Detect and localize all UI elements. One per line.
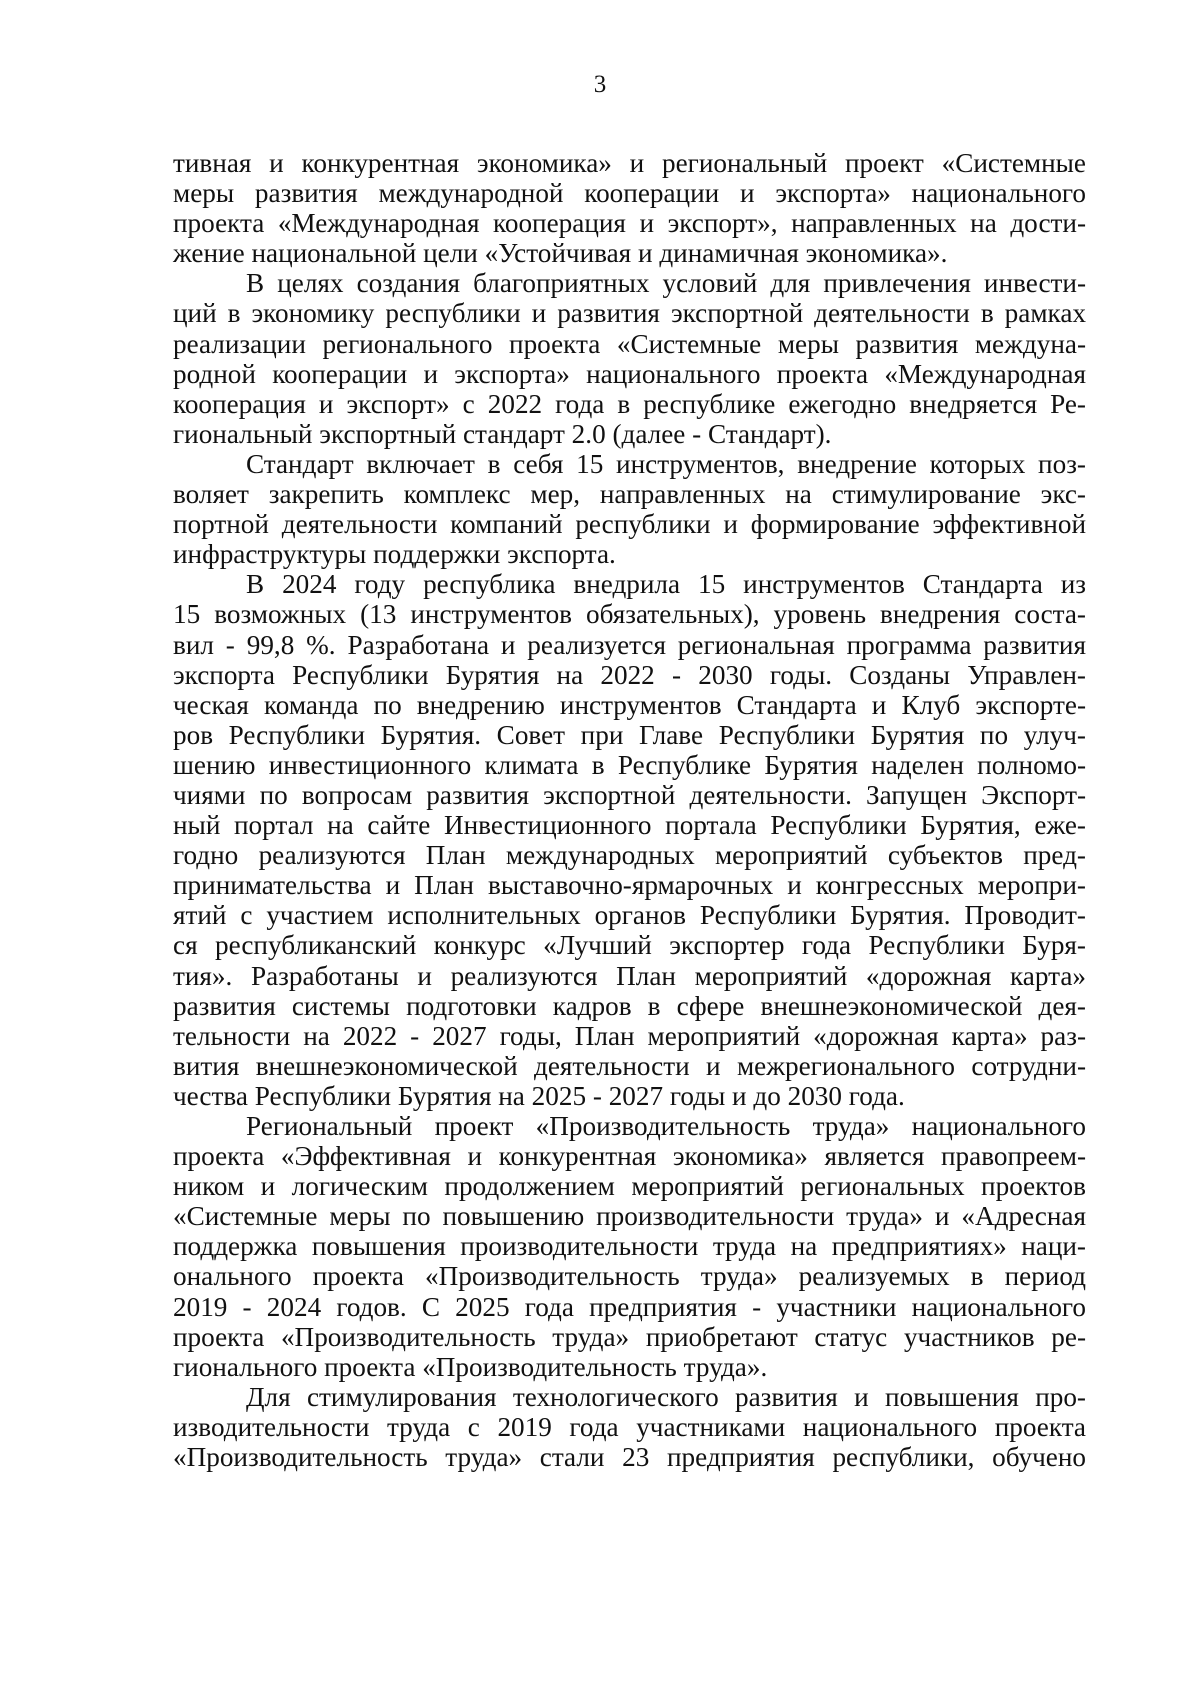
text-line: ческая команда по внедрению инструментов Стандарта и Клуб экспорте-: [173, 689, 1086, 720]
text-line: 2019 - 2024 годов. С 2025 года предприятия - участники национального: [173, 1291, 1086, 1322]
text-line: ный портал на сайте Инвестиционного портала Республики Бурятия, еже-: [173, 810, 1086, 841]
paragraph: [173, 449, 1086, 569]
text-line: принимательства и План выставочно-ярмарочных и конгрессных меропри-: [173, 870, 1086, 901]
text-line: ся республиканский конкурс «Лучший экспортер года Республики Буря-: [173, 930, 1086, 961]
text-line: гиональный экспортный стандарт 2.0 (далее - Стандарт).: [173, 418, 832, 449]
text-line: реализации регионального проекта «Системные меры развития междуна-: [173, 328, 1086, 359]
text-line: ятий с участием исполнительных органов Республики Бурятия. Проводит-: [173, 900, 1086, 931]
text-line: инфраструктуры поддержки экспорта.: [173, 539, 616, 570]
text-line: Региональный проект «Производительность труда» национального: [246, 1111, 1086, 1141]
text-line: «Производительность труда» стали 23 предприятия республики, обучено: [173, 1442, 1086, 1473]
text-line: проекта «Производительность труда» приобретают статус участников ре-: [173, 1321, 1086, 1352]
text-line: поддержка повышения производительности труда на предприятиях» наци-: [173, 1231, 1086, 1262]
text-line: Для стимулирования технологического развития и повышения про-: [246, 1381, 1086, 1412]
paragraph: [173, 569, 1086, 1111]
text-line: шению инвестиционного климата в Республике Бурятия наделен полномо-: [173, 749, 1086, 780]
document-body: [173, 148, 1086, 1472]
text-line: онального проекта «Производительность труда» реализуемых в период: [173, 1261, 1086, 1292]
text-line: 15 возможных (13 инструментов обязательных), уровень внедрения соста-: [173, 599, 1086, 630]
text-line: тельности на 2022 - 2027 годы, План мероприятий «дорожная карта» раз-: [173, 1020, 1086, 1051]
text-line: вития внешнеэкономической деятельности и межрегионального сотрудни-: [173, 1050, 1086, 1081]
text-line: портной деятельности компаний республики и формирование эффективной: [173, 509, 1086, 540]
text-line: родной кооперации и экспорта» национального проекта «Международная: [173, 358, 1086, 389]
paragraph: [173, 148, 1086, 268]
text-line: изводительности труда с 2019 года участниками национального проекта: [173, 1411, 1086, 1442]
text-line: экспорта Республики Бурятия на 2022 - 2030 годы. Созданы Управлен-: [173, 659, 1086, 690]
paragraph: [173, 1382, 1086, 1472]
text-line: жение национальной цели «Устойчивая и динамичная экономика».: [173, 238, 948, 269]
text-line: «Системные меры по повышению производительности труда» и «Адресная: [173, 1201, 1086, 1232]
paragraph: [173, 268, 1086, 449]
text-line: гионального проекта «Производительность труда».: [173, 1351, 768, 1382]
text-line: проекта «Эффективная и конкурентная экономика» является правопреем-: [173, 1141, 1086, 1172]
text-line: Стандарт включает в себя 15 инструментов, внедрение которых поз-: [246, 448, 1086, 479]
text-line: годно реализуются План международных мероприятий субъектов пред-: [173, 840, 1086, 871]
text-line: чества Республики Бурятия на 2025 - 2027 годы и до 2030 года.: [173, 1080, 905, 1111]
text-line: тия». Разработаны и реализуются План мероприятий «дорожная карта»: [173, 960, 1086, 991]
text-line: меры развития международной кооперации и экспорта» национального: [173, 178, 1086, 209]
text-line: тивная и конкурентная экономика» и региональный проект «Системные: [173, 148, 1086, 178]
text-line: кооперация и экспорт» с 2022 года в республике ежегодно внедряется Ре-: [173, 388, 1086, 419]
text-line: чиями по вопросам развития экспортной деятельности. Запущен Экспорт-: [173, 779, 1086, 810]
text-line: ров Республики Бурятия. Совет при Главе Республики Бурятия по улуч-: [173, 719, 1086, 750]
text-line: В целях создания благоприятных условий для привлечения инвести-: [246, 268, 1086, 299]
text-line: вил - 99,8 %. Разработана и реализуется региональная программа развития: [173, 629, 1086, 660]
text-line: В 2024 году республика внедрила 15 инструментов Стандарта из: [246, 569, 1086, 600]
text-line: воляет закрепить комплекс мер, направленных на стимулирование экс-: [173, 479, 1086, 510]
paragraph: [173, 1111, 1086, 1382]
text-line: развития системы подготовки кадров в сфере внешнеэкономической дея-: [173, 990, 1086, 1021]
text-line: проекта «Международная кооперация и экспорт», направленных на дости-: [173, 208, 1086, 239]
page-number: 3: [593, 71, 607, 98]
text-line: ций в экономику республики и развития экспортной деятельности в рамках: [173, 298, 1086, 329]
text-line: ником и логическим продолжением мероприятий региональных проектов: [173, 1171, 1086, 1202]
